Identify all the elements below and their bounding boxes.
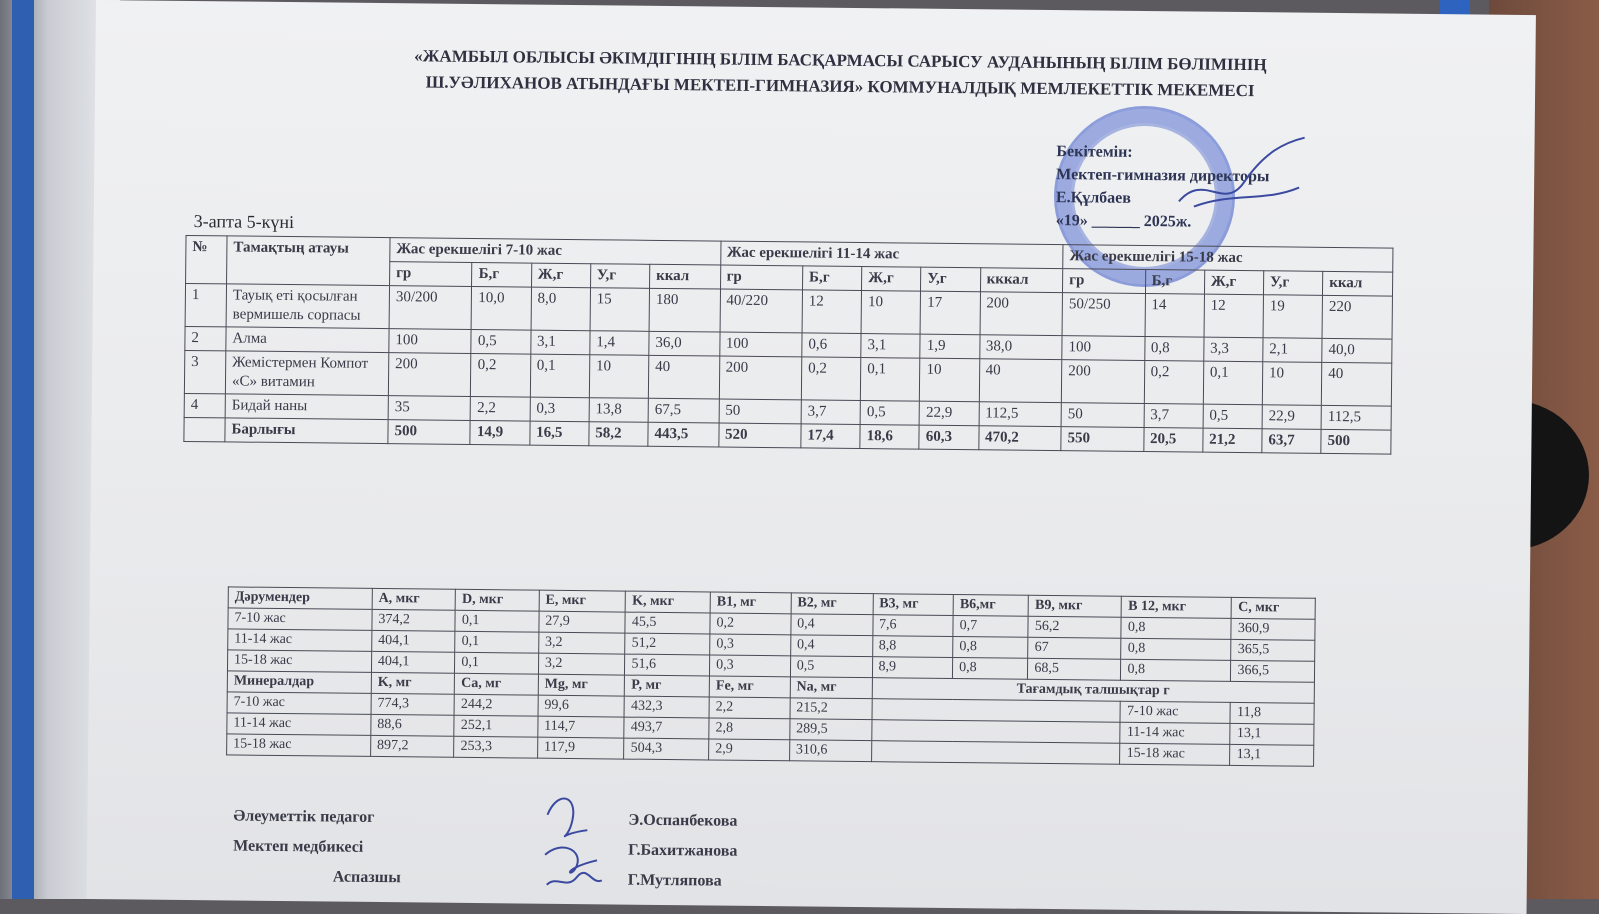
mineral-cell: 253,3 <box>454 736 538 758</box>
subheader-cell: кккал <box>980 268 1063 293</box>
subheader-cell: Ж,г <box>862 267 921 292</box>
vitamin-cell: 0,1 <box>455 631 539 653</box>
vitamin-header: B6,мг <box>953 595 1028 617</box>
signature-row <box>233 801 738 833</box>
fiber-title: Тағамдық талшықтар г <box>872 678 1315 704</box>
vitamin-cell: 0,1 <box>455 610 539 632</box>
value-cell: 50 <box>1061 403 1144 428</box>
signature-row <box>233 861 722 893</box>
menu-document <box>87 0 1536 914</box>
vitamin-cell: 0,5 <box>790 656 872 678</box>
week-day-label: 3-апта 5-күні <box>193 211 295 233</box>
value-cell: 10 <box>861 291 921 335</box>
vitamin-header: B3, мг <box>873 594 954 616</box>
mineral-cell: 215,2 <box>790 698 872 720</box>
vitamin-cell: 8,9 <box>872 657 953 679</box>
vitamin-cell: 7,6 <box>872 615 953 637</box>
value-cell: 200 <box>980 292 1063 336</box>
value-cell: 0,1 <box>861 358 921 402</box>
value-cell: 0,1 <box>1203 361 1263 405</box>
subheader-cell: ккал <box>1323 271 1393 296</box>
vitamin-cell: 0,1 <box>455 652 539 674</box>
mineral-header: Ca, мг <box>455 673 539 695</box>
fiber-blank <box>871 741 1120 765</box>
value-cell: 0,5 <box>471 329 530 354</box>
value-cell: 14 <box>1145 294 1205 338</box>
vitamin-cell: 3,2 <box>538 653 625 675</box>
mineral-cell: 310,6 <box>789 740 871 762</box>
value-cell: 10 <box>589 355 649 399</box>
vitamin-header: D, мкг <box>455 589 539 611</box>
value-cell: 50 <box>719 399 802 424</box>
value-cell: 50/250 <box>1062 293 1145 337</box>
value-cell: 12 <box>1204 294 1264 338</box>
fiber-value: 11,8 <box>1230 702 1314 724</box>
mineral-cell: 117,9 <box>537 737 624 759</box>
total-value: 21,2 <box>1203 428 1262 453</box>
vitamin-cell: 366,5 <box>1231 660 1315 682</box>
header-food-name: Тамақтың атауы <box>227 236 390 286</box>
value-cell: 3,1 <box>530 330 589 355</box>
mineral-cell: 504,3 <box>624 738 709 760</box>
mineral-cell: 114,7 <box>538 716 625 738</box>
value-cell: 13,8 <box>589 398 648 423</box>
total-value: 550 <box>1061 427 1144 452</box>
row-number: 4 <box>184 393 225 417</box>
value-cell: 2,2 <box>471 396 530 421</box>
vitamin-header: B9, мкг <box>1028 595 1121 617</box>
value-cell: 200 <box>1061 360 1144 404</box>
food-name: Алма <box>226 327 389 353</box>
vitamin-cell: 11-14 жас <box>228 629 372 652</box>
vitamin-header: B 12, мкг <box>1122 596 1232 618</box>
value-cell: 3,3 <box>1204 337 1263 362</box>
subheader-cell: У,г <box>590 264 649 289</box>
value-cell: 3,7 <box>801 400 860 425</box>
mineral-cell: 432,3 <box>624 696 709 718</box>
vitamin-header: E, мкг <box>539 590 626 612</box>
vitamin-cell: 0,2 <box>710 613 791 635</box>
vitamin-cell: 0,3 <box>710 655 791 677</box>
mineral-cell: 774,3 <box>371 693 455 715</box>
mineral-cell: 2,2 <box>709 697 790 719</box>
vitamin-cell: 365,5 <box>1231 639 1315 661</box>
vitamin-cell: 0,8 <box>1121 617 1231 639</box>
mineral-cell: 15-18 жас <box>227 734 371 757</box>
vitamin-cell: 0,4 <box>791 614 873 636</box>
mineral-header: K, мг <box>371 672 455 694</box>
value-cell: 0,2 <box>1144 360 1204 404</box>
value-cell: 0,2 <box>801 357 861 401</box>
group-7-10: Жас ерекшелігі 7-10 жас <box>390 238 721 265</box>
value-cell: 100 <box>719 332 802 357</box>
signatures <box>233 801 738 893</box>
total-value: 18,6 <box>860 425 919 450</box>
value-cell: 40,0 <box>1322 338 1392 363</box>
mineral-cell: 11-14 жас <box>227 713 371 736</box>
fiber-age: 11-14 жас <box>1120 722 1230 744</box>
vitamin-cell: 56,2 <box>1028 616 1121 638</box>
subheader-cell: гр <box>1063 269 1146 294</box>
subheader-cell: гр <box>390 262 473 287</box>
document-header <box>275 42 1405 106</box>
value-cell: 112,5 <box>1321 405 1391 430</box>
subheader-cell: ккал <box>650 264 721 289</box>
value-cell: 200 <box>719 356 802 400</box>
value-cell: 0,8 <box>1144 336 1203 361</box>
vitamin-header: Дәрумендер <box>228 587 372 610</box>
value-cell: 1,4 <box>590 331 649 356</box>
mineral-header: Na, мг <box>790 677 872 699</box>
vitamin-cell: 0,8 <box>1121 659 1231 681</box>
value-cell: 100 <box>389 329 472 354</box>
fiber-value: 13,1 <box>1230 723 1314 745</box>
food-name: Бидай наны <box>225 394 388 420</box>
mineral-cell: 2,8 <box>709 718 790 740</box>
vitamin-cell: 404,1 <box>372 630 456 652</box>
signer-role: Мектеп медбикесі <box>233 837 364 856</box>
total-value: 17,4 <box>801 424 860 449</box>
subheader-cell: Б,г <box>802 266 861 291</box>
total-value: 520 <box>718 423 801 448</box>
mineral-cell: 289,5 <box>789 719 871 741</box>
value-cell: 40 <box>648 355 719 399</box>
mineral-cell: 897,2 <box>370 735 454 757</box>
header-line-1: «ЖАМБЫЛ ОБЛЫСЫ ӘКІМДІГІНІҢ БІЛІМ БАСҚАРМАСЫ САРЫСУ АУДАНЫНЫҢ БІЛІМ БӨЛІМІНІҢ <box>414 46 1267 75</box>
fiber-age: 15-18 жас <box>1120 743 1230 765</box>
subheader-cell: Ж,г <box>1204 270 1263 295</box>
value-cell: 112,5 <box>979 402 1062 427</box>
vitamin-cell: 3,2 <box>538 632 625 654</box>
vitamin-cell: 404,1 <box>371 651 455 673</box>
fiber-age: 7-10 жас <box>1120 701 1230 723</box>
mineral-cell: 88,6 <box>371 714 455 736</box>
vitamin-header: K, мкг <box>626 591 711 613</box>
value-cell: 8,0 <box>531 287 591 331</box>
food-name: Жемістермен Компот «С» витамин <box>225 351 388 396</box>
value-cell: 0,5 <box>860 401 919 426</box>
row-number: 2 <box>185 326 226 350</box>
approval-role: Мектеп-гимназия директоры <box>1056 166 1270 186</box>
value-cell: 0,6 <box>802 333 861 358</box>
signer-name: Г.Бахитжанова <box>628 841 738 860</box>
vitamin-header: B1, мг <box>710 592 791 614</box>
vitamins-minerals-table <box>226 586 1316 766</box>
vitamin-cell: 0,8 <box>953 658 1028 680</box>
fiber-blank <box>871 720 1120 744</box>
total-value: 58,2 <box>589 422 648 447</box>
header-number: № <box>186 235 228 283</box>
value-cell: 40 <box>979 359 1062 403</box>
value-cell: 40 <box>1321 362 1391 406</box>
value-cell: 67,5 <box>648 398 719 423</box>
value-cell: 3,7 <box>1144 403 1203 428</box>
mineral-header: Fe, мг <box>709 676 790 698</box>
total-value: 60,3 <box>919 425 978 450</box>
value-cell: 10,0 <box>472 286 532 330</box>
value-cell: 22,9 <box>1262 405 1321 430</box>
value-cell: 36,0 <box>649 331 720 356</box>
signature-row <box>233 831 738 863</box>
vitamin-cell: 15-18 жас <box>227 650 371 673</box>
mineral-header: Минералдар <box>227 671 371 694</box>
total-value: 14,9 <box>470 420 529 445</box>
vitamin-cell: 0,3 <box>710 634 791 656</box>
group-15-18: Жас ерекшелігі 15-18 жас <box>1063 245 1393 272</box>
total-value: 470,2 <box>978 426 1061 451</box>
menu-body <box>184 283 1393 454</box>
menu-table <box>183 235 1393 455</box>
mineral-cell: 7-10 жас <box>227 692 371 715</box>
staff-signatures <box>537 785 608 896</box>
signer-role: Әлеуметтік педагог <box>233 807 375 826</box>
value-cell: 17 <box>920 291 980 335</box>
value-cell: 38,0 <box>979 335 1062 360</box>
value-cell: 35 <box>388 396 471 421</box>
mineral-cell: 99,6 <box>538 695 625 717</box>
subheader-cell: У,г <box>921 267 980 292</box>
header-line-2: Ш.УӘЛИХАНОВ АТЫНДАҒЫ МЕКТЕП-ГИМНАЗИЯ» КОММУНАЛДЫҚ МЕМЛЕКЕТТІК МЕКЕМЕСІ <box>425 72 1255 101</box>
mineral-cell: 252,1 <box>454 715 538 737</box>
vitamin-cell: 374,2 <box>372 609 456 631</box>
value-cell: 100 <box>1062 336 1145 361</box>
vitamin-cell: 360,9 <box>1231 618 1315 640</box>
vitamin-cell: 68,5 <box>1028 658 1121 680</box>
total-value: 16,5 <box>530 421 589 446</box>
fiber-value: 13,1 <box>1230 744 1314 766</box>
vitamins-body <box>227 587 1315 682</box>
minerals-body <box>227 671 1315 766</box>
approval-name: Е.Құлбаев <box>1055 189 1132 207</box>
total-label: Барлығы <box>225 418 388 444</box>
total-value: 63,7 <box>1262 429 1321 454</box>
binder-edge <box>12 0 34 899</box>
vitamin-cell: 8,8 <box>872 636 953 658</box>
signer-name: Г.Мутляпова <box>627 871 722 890</box>
value-cell: 10 <box>920 358 980 402</box>
vitamin-cell: 0,8 <box>953 637 1028 659</box>
value-cell: 12 <box>802 290 862 334</box>
group-11-14: Жас ерекшелігі 11-14 жас <box>720 241 1063 269</box>
vitamin-cell: 27,9 <box>539 611 626 633</box>
row-number: 3 <box>184 350 225 393</box>
vitamin-cell: 67 <box>1028 637 1121 659</box>
value-cell: 180 <box>649 288 720 332</box>
vitamin-header: C, мкг <box>1232 597 1316 619</box>
vitamin-cell: 0,7 <box>953 616 1028 638</box>
mineral-header: P, мг <box>625 675 710 697</box>
vitamin-header: B2, мг <box>791 593 873 615</box>
value-cell: 200 <box>388 353 471 397</box>
value-cell: 0,5 <box>1203 404 1262 429</box>
subheader-cell: гр <box>720 265 803 290</box>
vitamin-cell: 51,6 <box>625 654 710 676</box>
vitamin-cell: 0,4 <box>790 635 872 657</box>
mineral-cell: 244,2 <box>454 694 538 716</box>
value-cell: 10 <box>1262 362 1322 406</box>
value-cell: 30/200 <box>389 286 472 330</box>
value-cell: 40/220 <box>720 289 803 333</box>
value-cell: 3,1 <box>861 334 920 359</box>
approval-date: «19» ______ 2025ж. <box>1055 212 1192 231</box>
value-cell: 15 <box>590 288 650 332</box>
signer-name: Э.Оспанбекова <box>628 811 738 830</box>
fiber-blank <box>872 699 1121 723</box>
approval-title: Бекітемін: <box>1056 143 1133 161</box>
value-cell: 22,9 <box>919 401 978 426</box>
value-cell: 0,1 <box>530 354 590 398</box>
value-cell: 220 <box>1322 295 1392 339</box>
value-cell: 2,1 <box>1263 338 1322 363</box>
director-signature <box>1174 131 1315 222</box>
subheader-cell: У,г <box>1263 271 1322 296</box>
row-number: 1 <box>185 283 226 326</box>
value-cell: 19 <box>1263 295 1323 339</box>
vitamin-cell: 0,8 <box>1121 638 1231 660</box>
value-cell: 0,3 <box>530 397 589 422</box>
total-empty <box>184 417 225 441</box>
value-cell: 0,2 <box>471 353 531 397</box>
signer-role: Аспазшы <box>332 868 401 887</box>
mineral-cell: 493,7 <box>624 717 709 739</box>
subheader-cell: Ж,г <box>531 263 590 288</box>
total-value: 500 <box>1321 429 1391 454</box>
value-cell: 1,9 <box>920 334 979 359</box>
total-value: 500 <box>388 420 471 445</box>
total-value: 20,5 <box>1143 427 1202 452</box>
vitamin-cell: 51,2 <box>625 633 710 655</box>
total-value: 443,5 <box>648 422 719 447</box>
vitamin-cell: 7-10 жас <box>228 608 372 631</box>
vitamin-header: A, мкг <box>372 588 456 610</box>
subheader-cell: Б,г <box>472 262 531 287</box>
mineral-cell: 2,9 <box>709 739 790 761</box>
food-name: Тауық еті қосылған вермишель сорпасы <box>226 284 389 329</box>
subheader-cell: Б,г <box>1145 270 1204 295</box>
vitamin-cell: 45,5 <box>625 612 710 634</box>
mineral-header: Mg, мг <box>538 674 625 696</box>
